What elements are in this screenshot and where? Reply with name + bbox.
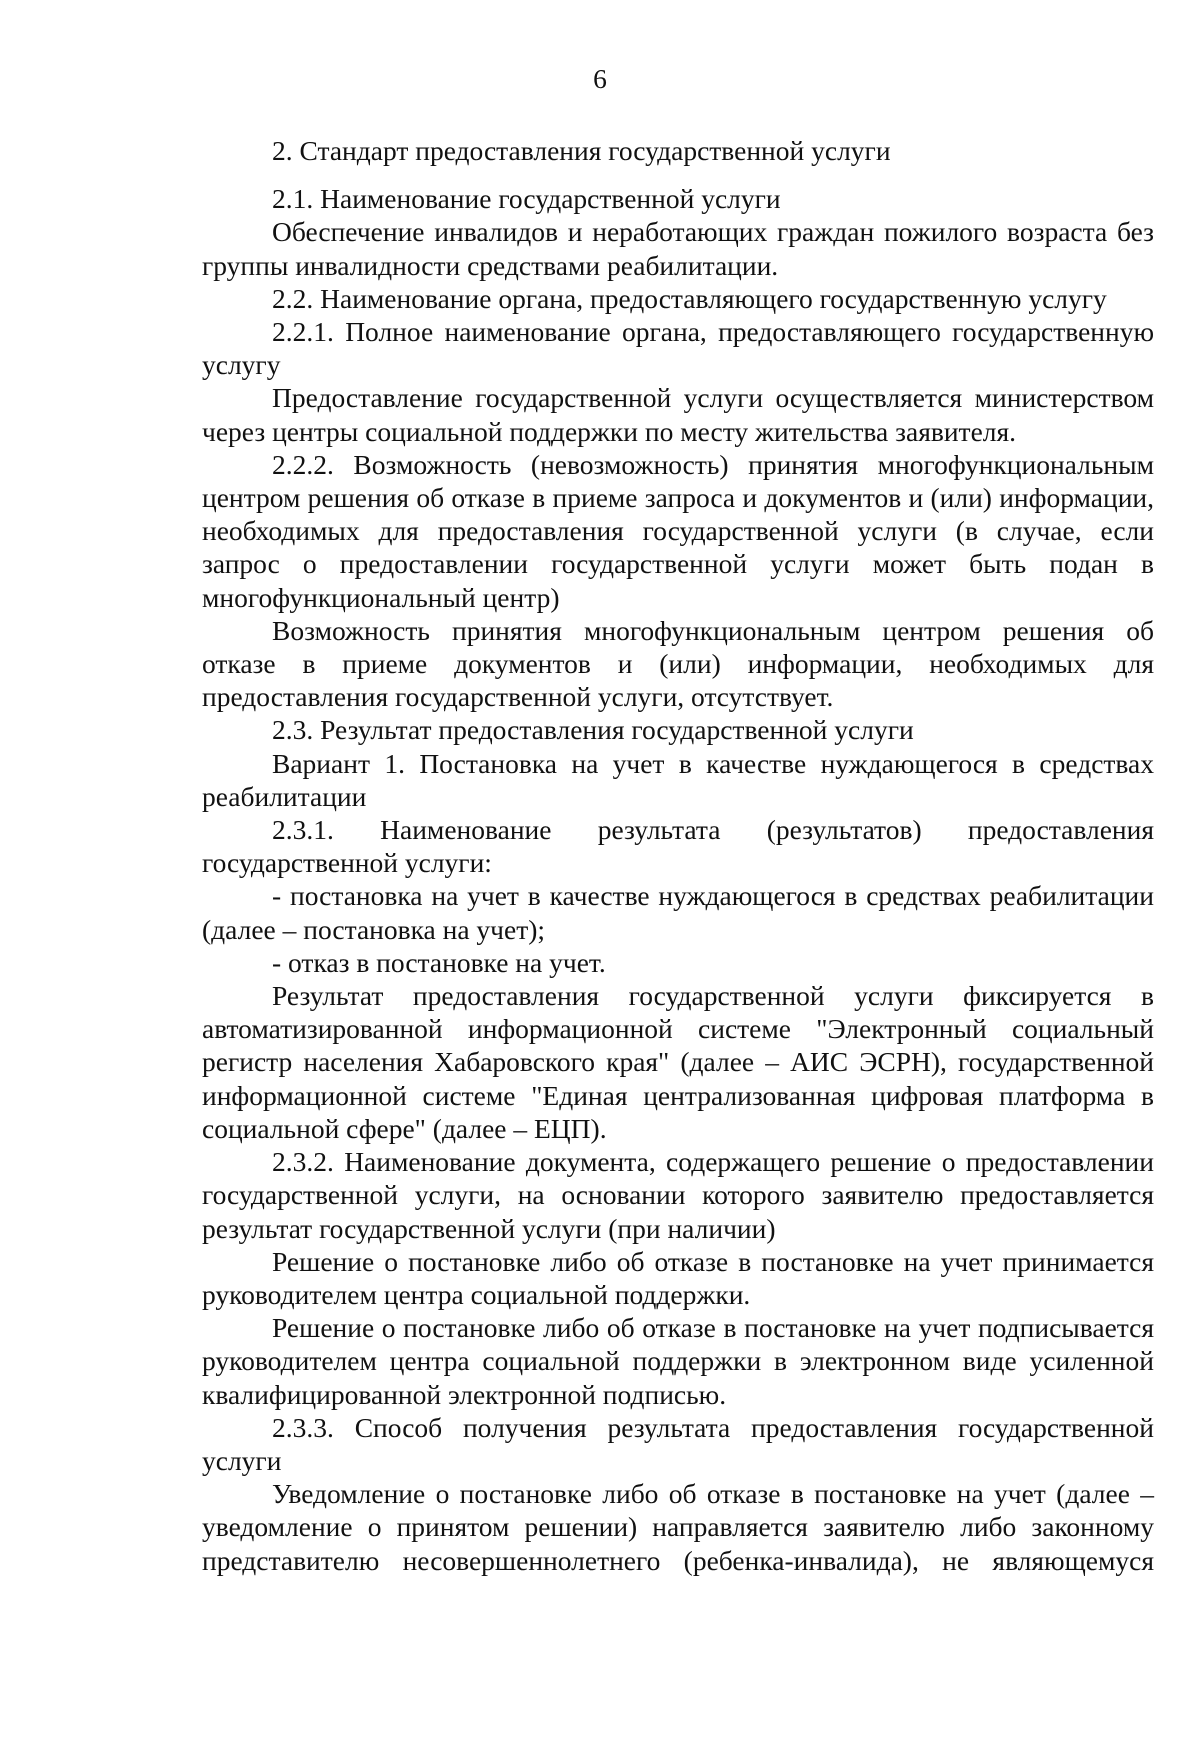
paragraph-notification: Уведомление о постановке либо об отказе в постановке на учет (далее – уведомление о принятом решении) направляется заявителю либо законному представителю несовершеннолетнего (ребенка-инвалида), не являющемуся xyxy=(202,1478,1154,1576)
paragraph-refusal: - отказ в постановке на учет. xyxy=(272,946,606,978)
paragraph-service-name: Обеспечение инвалидов и неработающих граждан пожилого возраста без группы инвалидности средствами реабилитации. xyxy=(202,216,1154,281)
paragraph-result-recorded: Результат предоставления государственной услуги фиксируется в автоматизированной информационной системе "Электронный социальный регистр населения Хабаровского края" (далее – АИС ЭСРН), государственной информационной системе "Единая централизованная цифровая платформа в социальной сфере" (далее – ЕЦП). xyxy=(202,980,1154,1144)
paragraph-2-2-2: 2.2.2. Возможность (невозможность) принятия многофункциональным центром решения об отказе в приеме запроса и документов и (или) информации, необходимых для предоставления государственной услуги (в случае, если запрос о предоставлении государственной услуги может быть подан в многофункциональный центр) xyxy=(202,448,1154,613)
paragraph-mfc-refusal: Возможность принятия многофункциональным центром решения об отказе в приеме документов и (или) информации, необходимых для предоставления государственной услуги, отсутствует. xyxy=(202,614,1154,713)
paragraph-variant-1: Вариант 1. Постановка на учет в качестве нуждающегося в средствах реабилитации xyxy=(202,747,1154,812)
paragraph-2-3-3: 2.3.3. Способ получения результата предоставления государственной услуги xyxy=(202,1411,1154,1476)
paragraph-2-3-2: 2.3.2. Наименование документа, содержащего решение о предоставлении государственной услуги, на основании которого заявителю предоставляется результат государственной услуги (при наличии) xyxy=(202,1146,1154,1244)
paragraph-2-2-1: 2.2.1. Полное наименование органа, предоставляющего государственную услугу xyxy=(202,316,1154,381)
document-body xyxy=(202,134,1154,1577)
paragraph-authority: Предоставление государственной услуги осуществляется министерством через центры социальной поддержки по месту жительства заявителя. xyxy=(202,382,1154,447)
paragraph-2-3-1: 2.3.1. Наименование результата (результатов) предоставления государственной услуги: xyxy=(202,814,1154,879)
section-title: 2. Стандарт предоставления государственной услуги xyxy=(272,135,891,166)
paragraph-2-3: 2.3. Результат предоставления государственной услуги xyxy=(272,714,914,746)
paragraph-2-1: 2.1. Наименование государственной услуги xyxy=(272,183,781,215)
paragraph-2-2: 2.2. Наименование органа, предоставляющего государственную услугу xyxy=(272,282,1107,314)
paragraph-decision-made: Решение о постановке либо об отказе в постановке на учет принимается руководителем центра социальной поддержки. xyxy=(202,1245,1154,1310)
paragraph-registration: - постановка на учет в качестве нуждающегося в средствах реабилитации (далее – постановка на учет); xyxy=(202,880,1154,945)
paragraph-decision-signed: Решение о постановке либо об отказе в постановке на учет подписывается руководителем центра социальной поддержки в электронном виде усиленной квалифицированной электронной подписью. xyxy=(202,1312,1154,1410)
page-number: 6 xyxy=(593,63,607,94)
